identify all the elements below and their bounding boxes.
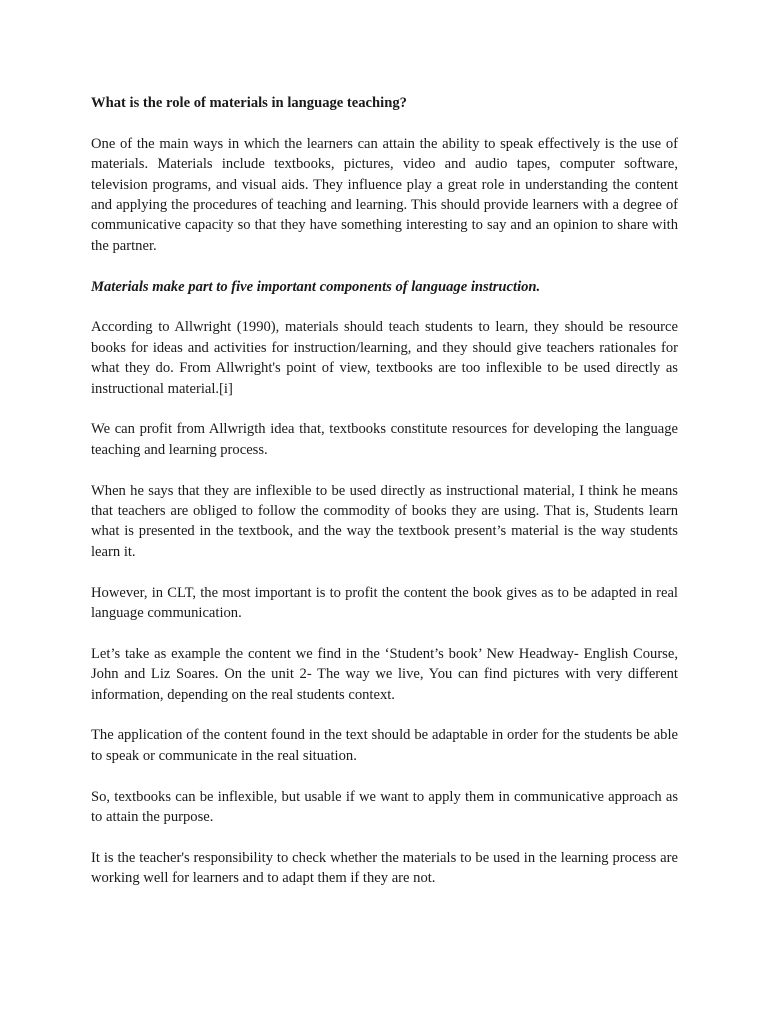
paragraph-textbooks: So, textbooks can be inflexible, but usable if we want to apply them in communicative approach as to attain the purpose. [91,788,678,826]
paragraph-application: The application of the content found in the text should be adaptable in order for the students be able to speak or communicate in the real situation. [91,727,678,764]
paragraph-profit: We can profit from Allwrigth idea that, textbooks constitute resources for developing the language teaching and learning process. [91,421,678,458]
intro-paragraph: One of the main ways in which the learners can attain the ability to speak effectively is the use of materials. Materials include textbooks, pictures, video and audio tapes, computer software, television programs, and visual aids. They influence play a great role in understanding the content and applying the procedures of teaching and learning. This should provide learners with a degree of communicative capacity so that they have something interesting to say and an opinion to share with the partner. [91,135,678,254]
paragraph-allwright: According to Allwright (1990), materials should teach students to learn, they should be resource books for ideas and activities for instruction/learning, and they should give teachers rationales for what they do. From Allwright's point of view, textbooks are too inflexible to be used directly as instructional material.[i] [91,319,678,397]
document-page [91,93,678,909]
paragraph-example: Let’s take as example the content we find in the ‘Student’s book’ New Headway- English Course, John and Liz Soares. On the unit 2- The way we live, You can find pictures with very different information, depending on the real students context. [91,645,678,703]
document-title: What is the role of materials in language teaching? [91,95,407,111]
paragraph-responsibility: It is the teacher's responsibility to check whether the materials to be used in the learning process are working well for learners and to adapt them if they are not. [91,849,678,887]
paragraph-inflexible: When he says that they are inflexible to be used directly as instructional material, I think he means that teachers are obliged to follow the commodity of books they are using. That is, Students learn what is presented in the textbook, and the way the textbook present’s material is the way students learn it. [91,482,678,560]
paragraph-clt: However, in CLT, the most important is to profit the content the book gives as to be adapted in real language communication. [91,584,678,622]
section-subtitle: Materials make part to five important components of language instruction. [91,278,541,295]
